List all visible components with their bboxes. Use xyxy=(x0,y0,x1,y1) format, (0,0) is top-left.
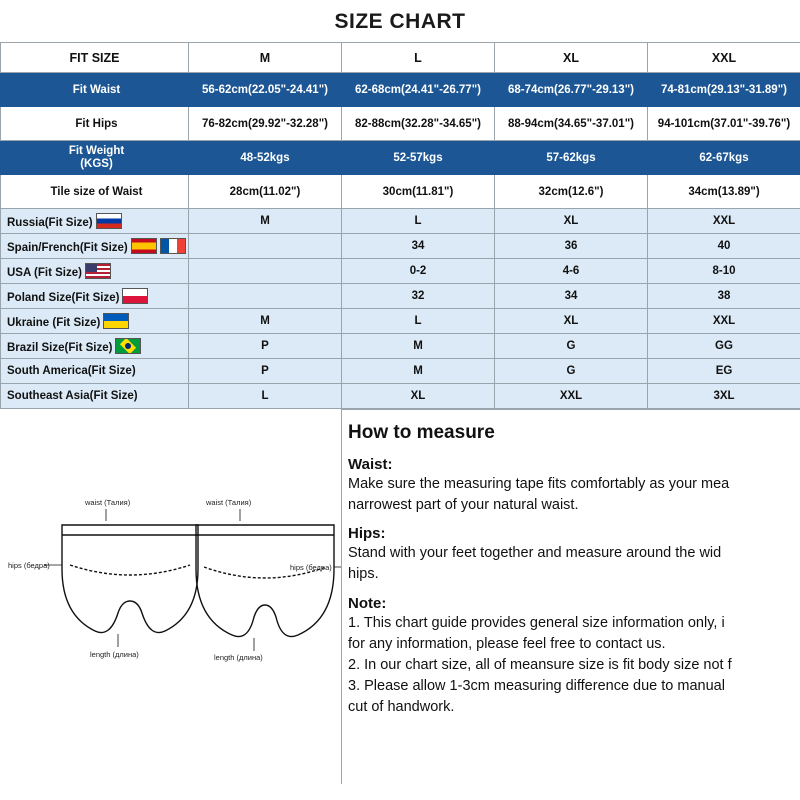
header-cell-xl: XL xyxy=(495,43,648,73)
cell-russia-xxl: XXL xyxy=(648,209,800,234)
cell-usa-l: 0-2 xyxy=(342,259,495,284)
header-cell-l: L xyxy=(342,43,495,73)
poland-flag-icon xyxy=(122,288,148,304)
cell-russia-xl: XL xyxy=(495,209,648,234)
note-1-line-2: for any information, please feel free to contact us. xyxy=(348,635,666,652)
hips-subheading: Hips: xyxy=(348,525,386,543)
row-label-fit-hips: Fit Hips xyxy=(1,107,189,141)
row-label-fit-weight-line1: Fit Weight xyxy=(68,145,125,158)
cell-southeast-asia-xl: XXL xyxy=(495,384,648,409)
table-row xyxy=(1,334,800,359)
spain-flag-icon xyxy=(131,238,157,254)
how-to-measure-panel xyxy=(341,409,800,784)
cell-spain-french-xl: 36 xyxy=(495,234,648,259)
left-waist-caption: waist (Талия) xyxy=(85,498,131,507)
cell-tile-size-l: 30cm(11.81") xyxy=(342,175,495,209)
cell-fit-weight-xxl: 62-67kgs xyxy=(648,141,800,175)
table-row xyxy=(1,259,800,284)
cell-poland-xxl: 38 xyxy=(648,284,800,309)
briefs-diagram-svg xyxy=(0,409,341,784)
table-row xyxy=(1,209,800,234)
usa-flag-icon xyxy=(85,263,111,279)
right-length-caption: length (длина) xyxy=(214,653,263,662)
cell-poland-m xyxy=(189,284,342,309)
cell-southeast-asia-m: L xyxy=(189,384,342,409)
france-flag-icon xyxy=(160,238,186,254)
cell-usa-m xyxy=(189,259,342,284)
row-label-usa: USA (Fit Size) xyxy=(1,259,189,284)
cell-fit-waist-xxl: 74-81cm(29.13"-31.89") xyxy=(648,73,800,107)
cell-fit-hips-l: 82-88cm(32.28"-34.65") xyxy=(342,107,495,141)
row-label-southeast-asia: Southeast Asia(Fit Size) xyxy=(1,384,189,409)
row-label-poland: Poland Size(Fit Size) xyxy=(1,284,189,309)
cell-tile-size-m: 28cm(11.02") xyxy=(189,175,342,209)
row-label-tile-size-of-waist: Tile size of Waist xyxy=(1,175,189,209)
table-row xyxy=(1,73,800,107)
header-cell-fit-size: FIT SIZE xyxy=(1,43,189,73)
cell-brazil-xl: G xyxy=(495,334,648,359)
cell-south-america-l: M xyxy=(342,359,495,384)
cell-brazil-xxl: GG xyxy=(648,334,800,359)
note-subheading: Note: xyxy=(348,594,387,612)
row-label-fit-weight xyxy=(1,141,189,175)
cell-tile-size-xxl: 34cm(13.89") xyxy=(648,175,800,209)
waist-text-line-2: narrowest part of your natural waist. xyxy=(348,497,579,514)
hips-text-line-2: hips. xyxy=(348,566,379,583)
cell-fit-hips-xl: 88-94cm(34.65"-37.01") xyxy=(495,107,648,141)
row-label-brazil: Brazil Size(Fit Size) xyxy=(1,334,189,359)
cell-ukraine-xl: XL xyxy=(495,309,648,334)
cell-southeast-asia-xxl: 3XL xyxy=(648,384,800,409)
table-row xyxy=(1,234,800,259)
cell-fit-hips-m: 76-82cm(29.92"-32.28") xyxy=(189,107,342,141)
left-length-caption: length (длина) xyxy=(90,650,139,659)
cell-fit-weight-xl: 57-62kgs xyxy=(495,141,648,175)
table-row xyxy=(1,359,800,384)
cell-spain-french-l: 34 xyxy=(342,234,495,259)
table-row xyxy=(1,175,800,209)
cell-ukraine-l: L xyxy=(342,309,495,334)
header-cell-m: M xyxy=(189,43,342,73)
row-label-russia: Russia(Fit Size) xyxy=(1,209,189,234)
how-to-measure-heading: How to measure xyxy=(348,422,495,443)
russia-flag-icon xyxy=(96,213,122,229)
cell-south-america-xl: G xyxy=(495,359,648,384)
cell-ukraine-xxl: XXL xyxy=(648,309,800,334)
right-hips-caption: hips (бедра) xyxy=(290,563,332,572)
hips-text-line-1: Stand with your feet together and measure around the wid xyxy=(348,545,722,562)
cell-fit-waist-l: 62-68cm(24.41"-26.77") xyxy=(342,73,495,107)
table-row xyxy=(1,141,800,175)
cell-fit-weight-m: 48-52kgs xyxy=(189,141,342,175)
cell-south-america-xxl: EG xyxy=(648,359,800,384)
table-row xyxy=(1,284,800,309)
cell-spain-french-xxl: 40 xyxy=(648,234,800,259)
note-3-line-2: cut of handwork. xyxy=(348,699,455,715)
ukraine-flag-icon xyxy=(103,313,129,329)
size-chart-table xyxy=(0,42,800,409)
cell-fit-hips-xxl: 94-101cm(37.01"-39.76") xyxy=(648,107,800,141)
cell-tile-size-xl: 32cm(12.6") xyxy=(495,175,648,209)
lower-section xyxy=(0,409,800,784)
right-waist-caption: waist (Талия) xyxy=(206,498,252,507)
row-label-spain-french: Spain/French(Fit Size) xyxy=(1,234,189,259)
cell-spain-french-m xyxy=(189,234,342,259)
row-label-fit-weight-line2: (KGS) xyxy=(80,157,113,170)
note-3-line-1: 3. Please allow 1-3cm measuring difference due to manual xyxy=(348,677,725,694)
note-1-line-1: 1. This chart guide provides general size information only, i xyxy=(348,614,725,631)
waist-subheading: Waist: xyxy=(348,456,393,473)
cell-brazil-l: M xyxy=(342,334,495,359)
cell-southeast-asia-l: XL xyxy=(342,384,495,409)
cell-fit-waist-xl: 68-74cm(26.77"-29.13") xyxy=(495,73,648,107)
cell-russia-m: M xyxy=(189,209,342,234)
cell-usa-xxl: 8-10 xyxy=(648,259,800,284)
waist-text-line-1: Make sure the measuring tape fits comfortably as your mea xyxy=(348,476,730,492)
cell-poland-l: 32 xyxy=(342,284,495,309)
page-title: SIZE CHART xyxy=(334,10,466,33)
measurement-illustration xyxy=(0,409,341,784)
cell-poland-xl: 34 xyxy=(495,284,648,309)
table-header-row xyxy=(1,43,800,73)
header-cell-xxl: XXL xyxy=(648,43,800,73)
cell-south-america-m: P xyxy=(189,359,342,384)
cell-brazil-m: P xyxy=(189,334,342,359)
left-hips-caption: hips (бедра) xyxy=(8,561,50,570)
brazil-flag-icon xyxy=(115,338,141,354)
cell-russia-l: L xyxy=(342,209,495,234)
row-label-ukraine: Ukraine (Fit Size) xyxy=(1,309,189,334)
note-2: 2. In our chart size, all of meansure size is fit body size not f xyxy=(348,656,732,673)
cell-ukraine-m: M xyxy=(189,309,342,334)
table-row xyxy=(1,309,800,334)
row-label-south-america: South America(Fit Size) xyxy=(1,359,189,384)
cell-fit-weight-l: 52-57kgs xyxy=(342,141,495,175)
row-label-fit-waist: Fit Waist xyxy=(1,73,189,107)
table-row xyxy=(1,107,800,141)
cell-usa-xl: 4-6 xyxy=(495,259,648,284)
table-row xyxy=(1,384,800,409)
cell-fit-waist-m: 56-62cm(22.05"-24.41") xyxy=(189,73,342,107)
